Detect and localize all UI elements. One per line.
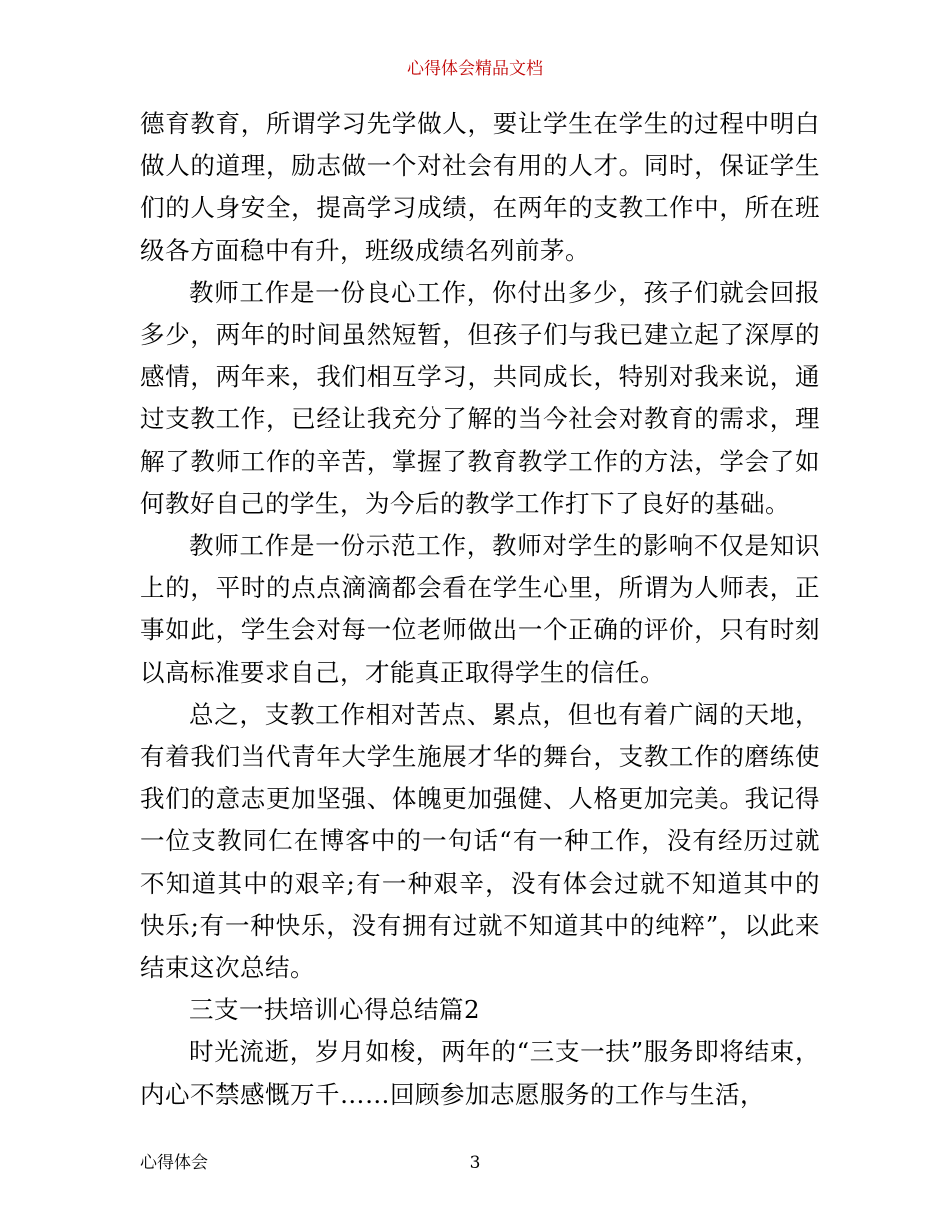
footer-label: 心得体会 — [140, 1153, 208, 1173]
paragraph-2: 教师工作是一份良心工作，你付出多少，孩子们就会回报多少，两年的时间虽然短暂，但孩子们与我已建立起了深厚的感情，两年来，我们相互学习，共同成长，特别对我来说，通过支教工作，已经让我充分了解的当今社会对教育的需求，理解了教师工作的辛苦，掌握了教育教学工作的方法，学会了如何教好自己的学生，为今后的教学工作打下了良好的基础。 — [140, 277, 820, 518]
document-body — [140, 103, 820, 1116]
paragraph-1: 德育教育，所谓学习先学做人，要让学生在学生的过程中明白做人的道理，励志做一个对社会有用的人才。同时，保证学生们的人身安全，提高学习成绩，在两年的支教工作中，所在班级各方面稳中有升，班级成绩名列前茅。 — [140, 109, 820, 265]
paragraph-3: 教师工作是一份示范工作，教师对学生的影响不仅是知识上的，平时的点点滴滴都会看在学生心里，所谓为人师表，正事如此，学生会对每一位老师做出一个正确的评价，只有时刻以高标准要求自己，才能真正取得学生的信任。 — [140, 531, 820, 687]
paragraph-4: 总之，支教工作相对苦点、累点，但也有着广阔的天地，有着我们当代青年大学生施展才华的舞台，支教工作的磨练使我们的意志更加坚强、体魄更加强健、人格更加完美。我记得一位支教同仁在博客中的一句话“有一种工作，没有经历过就不知道其中的艰辛;有一种艰辛，没有体会过就不知道其中的快乐;有一种快乐，没有拥有过就不知道其中的纯粹”，以此来结束这次总结。 — [140, 699, 820, 983]
page-number: 3 — [469, 1153, 481, 1173]
section-heading: 三支一扶培训心得总结篇2 — [189, 995, 481, 1025]
page-header-title: 心得体会精品文档 — [407, 59, 543, 79]
paragraph-5: 时光流逝，岁月如梭，两年的“三支一扶”服务即将结束，内心不禁感慨万千……回顾参加志愿服务的工作与生活， — [140, 1037, 820, 1109]
